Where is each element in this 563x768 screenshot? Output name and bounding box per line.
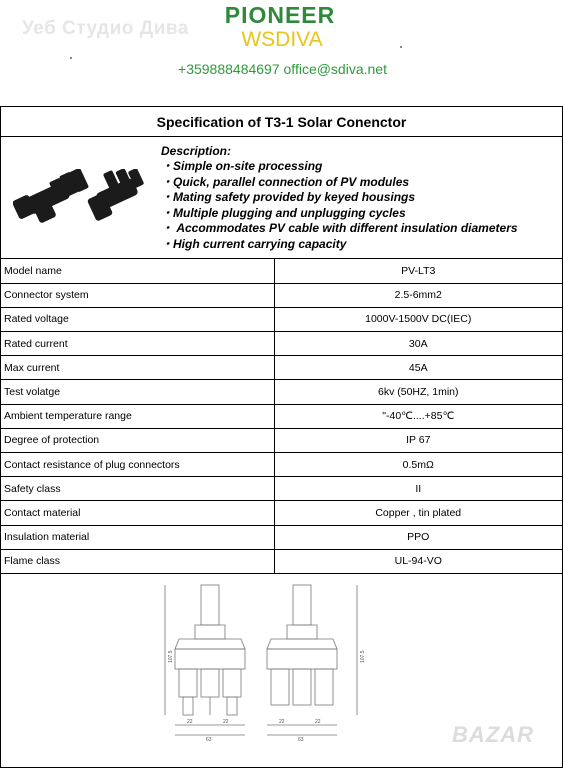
spec-sheet bbox=[0, 106, 563, 768]
decor-dot bbox=[400, 46, 402, 48]
spec-value: IP 67 bbox=[274, 428, 562, 452]
spec-label: Rated voltage bbox=[1, 307, 274, 331]
technical-drawing bbox=[161, 583, 401, 743]
dimension-label: 63 bbox=[206, 737, 212, 743]
spec-value: PPO bbox=[274, 525, 562, 549]
connector-photo bbox=[13, 169, 151, 231]
bazar-watermark: BAZAR bbox=[452, 722, 534, 747]
dimension-label: 22 bbox=[223, 719, 229, 725]
spec-value: 1000V-1500V DC(IEC) bbox=[274, 307, 562, 331]
spec-value: UL-94-VO bbox=[274, 549, 562, 573]
spec-label: Degree of protection bbox=[1, 428, 274, 452]
spec-value: 2.5-6mm2 bbox=[274, 283, 562, 307]
table-row bbox=[1, 549, 562, 573]
spec-label: Model name bbox=[1, 259, 274, 283]
spec-label: Rated current bbox=[1, 332, 274, 356]
spec-value: II bbox=[274, 477, 562, 501]
dimension-label: 107.5 bbox=[168, 650, 174, 663]
table-row bbox=[1, 307, 562, 331]
spec-label: Connector system bbox=[1, 283, 274, 307]
spec-value: 6kv (50HZ, 1min) bbox=[274, 380, 562, 404]
spec-title: Specification of T3-1 Solar Conenctor bbox=[1, 107, 562, 137]
table-row bbox=[1, 259, 562, 283]
spec-label: Insulation material bbox=[1, 525, 274, 549]
description-item: ・Quick, parallel connection of PV modules bbox=[161, 174, 410, 189]
dimension-label: 22 bbox=[315, 719, 321, 725]
spec-label: Flame class bbox=[1, 549, 274, 573]
brand-header bbox=[0, 0, 563, 105]
table-row bbox=[1, 404, 562, 428]
table-row bbox=[1, 428, 562, 452]
description-item: ・Simple on-site processing bbox=[161, 159, 323, 173]
spec-label: Safety class bbox=[1, 477, 274, 501]
description-heading: Description: bbox=[161, 144, 232, 158]
description-item: ・ Accommodates PV cable with different insulation diameters bbox=[161, 221, 518, 235]
description-item: ・Mating safety provided by keyed housings bbox=[161, 190, 416, 204]
table-row bbox=[1, 501, 562, 525]
spec-label: Contact material bbox=[1, 501, 274, 525]
table-row bbox=[1, 332, 562, 356]
contact-line[interactable]: +359888484697 office@sdiva.net bbox=[178, 61, 387, 77]
spec-value: 45A bbox=[274, 356, 562, 380]
watermark-text: Уеб Студио Дива bbox=[22, 18, 189, 39]
spec-label: Max current bbox=[1, 356, 274, 380]
description-item: ・Multiple plugging and unplugging cycles bbox=[161, 205, 406, 220]
table-row bbox=[1, 477, 562, 501]
spec-value: "-40℃....+85℃ bbox=[274, 404, 562, 428]
spec-label: Ambient temperature range bbox=[1, 404, 274, 428]
table-row bbox=[1, 380, 562, 404]
description-item: ・High current carrying capacity bbox=[161, 236, 347, 251]
dimension-label: 107.5 bbox=[360, 650, 366, 663]
spec-value: 0.5mΩ bbox=[274, 453, 562, 477]
description-list bbox=[161, 159, 518, 252]
spec-label: Test volatge bbox=[1, 380, 274, 404]
pioneer-logo: PIONEER bbox=[224, 2, 336, 28]
dimension-label: 22 bbox=[187, 719, 193, 725]
dimension-label: 63 bbox=[298, 737, 304, 743]
spec-value: PV-LT3 bbox=[274, 259, 562, 283]
spec-value: 30A bbox=[274, 332, 562, 356]
table-row bbox=[1, 356, 562, 380]
wsdiva-logo: WSDIVA bbox=[241, 28, 323, 51]
dimension-label: 22 bbox=[279, 719, 285, 725]
table-row bbox=[1, 453, 562, 477]
description-section bbox=[1, 137, 562, 259]
spec-table bbox=[1, 259, 562, 574]
table-row bbox=[1, 283, 562, 307]
spec-label: Contact resistance of plug connectors bbox=[1, 453, 274, 477]
table-row bbox=[1, 525, 562, 549]
spec-value: Copper , tin plated bbox=[274, 501, 562, 525]
decor-dot bbox=[70, 57, 72, 59]
